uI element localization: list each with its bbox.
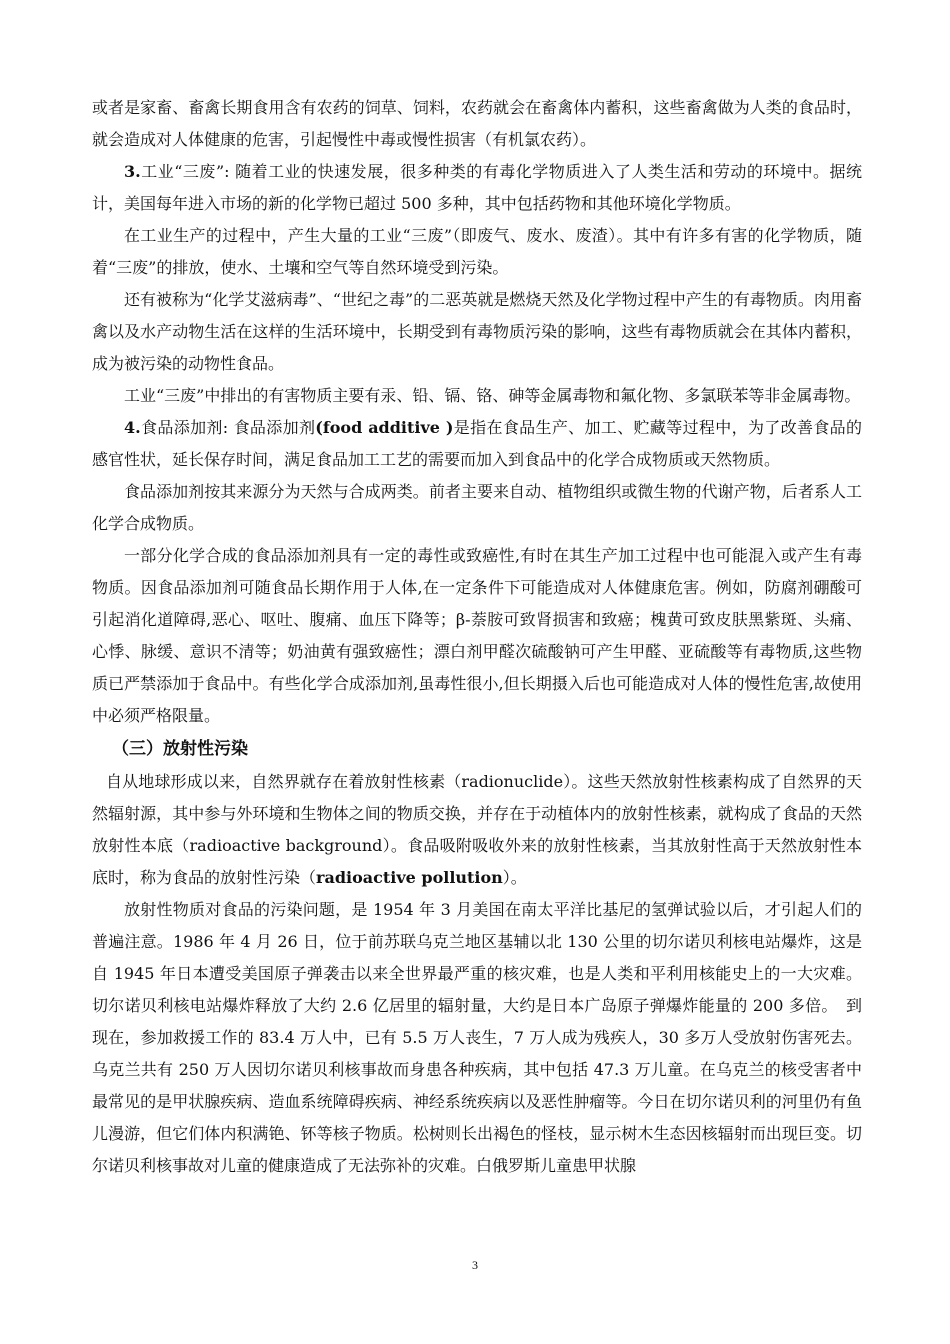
- section-number-3: 3.: [124, 162, 141, 181]
- food-additive-term-en: (food additive ): [315, 418, 454, 437]
- page-number: 3: [472, 1258, 478, 1272]
- section-text-industrial-waste: 随着工业的快速发展，很多种类的有毒化学物质进入了人类生活和劳动的环境中。据统计，美国每年进入市场的新的化学物已超过 500 多种，其中包括药物和其他环境化学物质。: [92, 162, 862, 213]
- paragraph-radionuclide: [92, 766, 862, 894]
- paragraph-three-wastes: 在工业生产的过程中，产生大量的工业“三废”（即废气、废水、废渣）。其中有许多有害的化学物质，随着“三废”的排放，使水、土壤和空气等自然环境受到污染。: [92, 226, 862, 277]
- section-title-food-additive: 食品添加剂:: [140, 418, 234, 437]
- page-content: [92, 92, 862, 1182]
- paragraph-additive-toxicity: 一部分化学合成的食品添加剂具有一定的毒性或致癌性,有时在其生产加工过程中也可能混入或产生有毒物质。因食品添加剂可随食品长期作用于人体,在一定条件下可能造成对人体健康危害。例如，防腐剂硼酸可引起消化道障碍,恶心、呕吐、腹痛、血压下降等；β-萘胺可致肾损害和致癌；槐黄可致皮肤黑紫斑、头痛、心悸、脉缓、意识不清等；奶油黄有强致癌性；漂白剂甲醛次硫酸钠可产生甲醛、亚硫酸等有毒物质,这些物质已严禁添加于食品中。有些化学合成添加剂,虽毒性很小,但长期摄入后也可能造成对人体的慢性危害,故使用中必须严格限量。: [92, 546, 862, 725]
- paragraph-harmful-substances: 工业“三废”中排出的有害物质主要有汞、铅、镉、铬、砷等金属毒物和氟化物、多氯联苯等非金属毒物。: [124, 386, 861, 405]
- paragraph-chernobyl: 放射性物质对食品的污染问题，是 1954 年 3 月美国在南太平洋比基尼的氢弹试验以后，才引起人们的普遍注意。1986 年 4 月 26 日，位于前苏联乌克兰地区基辅以北 130 公里的切尔诺贝利核电站爆炸，这是自 1945 年日本遭受美国原子弹袭击以来全世界最严重的核灾难，也是人类和平利用核能史上的一大灾难。切尔诺贝利核电站爆炸释放了大约 2.6 亿居里的辐射量，大约是日本广岛原子弹爆炸能量的 200 多倍。 到现在，参加救援工作的 83.4 万人中，已有 5.5 万人丧生，7 万人成为残疾人，30 多万人受放射伤害死去。乌克兰共有 250 万人因切尔诺贝利核事故而身患各种疾病，其中包括 47.3 万儿童。在乌克兰的核受害者中最常见的是甲状腺疾病、造血系统障碍疾病、神经系统疾病以及恶性肿瘤等。今日在切尔诺贝利的河里仍有鱼儿漫游，但它们体内积满铯、钚等核子物质。松树则长出褐色的怪枝，显示树木生态因核辐射而出现巨变。切尔诺贝利核事故对儿童的健康造成了无法弥补的灾难。白俄罗斯儿童患甲状腺: [92, 900, 862, 1175]
- radioactive-pollution-term: radioactive pollution: [316, 868, 503, 887]
- radionuclide-text-end: ）。: [502, 868, 527, 887]
- paragraph-food-additive-definition: [92, 412, 862, 476]
- food-additive-definition-text: 是指在食品生产、加工、贮藏等过程中，为了改善食品的感官性状，延长保存时间，满足食品加工工艺的需要而加入到食品中的化学合成物质或天然物质。: [92, 418, 862, 469]
- radionuclide-text: 自从地球形成以来，自然界就存在着放射性核素（radionuclide）。这些天然放射性核素构成了自然界的天然辐射源，其中参与外环境和生物体之间的物质交换，并存在于动植体内的放射性核素，就构成了食品的天然放射性本底（radioactive background）。食品吸附吸收外来的放射性核素，当其放射性高于天然放射性本底时，称为食品的放射性污染（: [92, 772, 862, 887]
- section-title-industrial-waste: 工业“三废”:: [140, 162, 236, 181]
- paragraph-additive-sources: 食品添加剂按其来源分为天然与合成两类。前者主要来自动、植物组织或微生物的代谢产物，后者系人工化学合成物质。: [92, 482, 862, 533]
- paragraph-dioxin: 还有被称为“化学艾滋病毒”、“世纪之毒”的二恶英就是燃烧天然及化学物过程中产生的有毒物质。肉用畜禽以及水产动物生活在这样的生活环境中，长期受到有毒物质污染的影响，这些有毒物质就会在其体内蓄积，成为被污染的动物性食品。: [92, 290, 862, 373]
- section-heading-radioactive-pollution: （三）放射性污染: [112, 739, 248, 759]
- section-number-4: 4.: [124, 418, 141, 437]
- paragraph-industrial-waste-intro: [92, 156, 862, 220]
- food-additive-term-cn: 食品添加剂: [233, 418, 316, 437]
- paragraph-pesticide-livestock: 或者是家畜、畜禽长期食用含有农药的饲草、饲料，农药就会在畜禽体内蓄积，这些畜禽做为人类的食品时，就会造成对人体健康的危害，引起慢性中毒或慢性损害（有机氯农药）。: [92, 98, 862, 149]
